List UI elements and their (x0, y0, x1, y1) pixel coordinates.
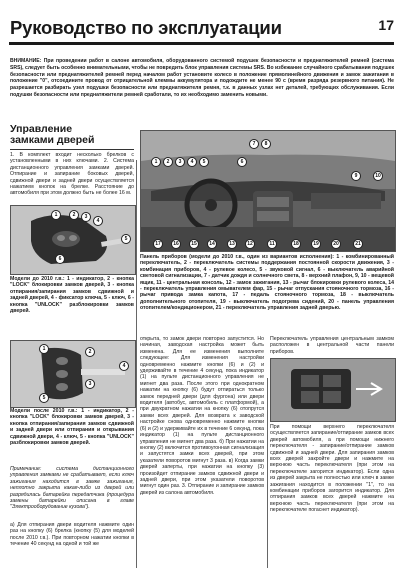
middle-column-text: открыта, то замок двери повторно запустится. Но начиная, заводская настройка может быть изменена. Для ее изменения выполните следующее: Для изменения настройки одновременно нажмите кнопки (6) и (2) и удерживайте в течение 4 секунд, пока индикатор (1) на пульте дистанционного управления не мигнет два раза. После этого при однократном нажатии на кнопку (6) будут отпираться только замок передней двери (для фургона) или двери водителя (автобус, автомобиль с платформой), а при двукратном нажатии на кнопку (6) отопрутся замки всех дверей. Для возврата к заводской настройке снова одновременно нажмите кнопки (6) и (2) и удерживайте их в течение 6 секунд, пока индикатор (1) на пульте дистанционного управления не мигнет два раза. б) При нажатии на кнопку (2) включится противоугонная сигнализация и запустятся замки всех дверей, при этом указатели поворотов мигнут 3 раза. в) Когда замки дверей заперты, при нажатии на кнопку (3) произойдет отпирание замков сдвижной двери и задней двери, при этом указатели поворотов мигнут один раз. 3. Отпирание и запирание замков дверей из салона автомобиля. (140, 336, 265, 496)
fob1-callout-1: 1 (51, 210, 61, 220)
fob1-callout-5: 5 (121, 234, 131, 244)
left-tail-paragraph: а) Для отпирания двери водителя нажмите один раз на кнопку (6) брелка (кнопку (5) для моделей после 2010 г.в.). При повторном нажатии кнопки в течение 40 секунд на одной и той же (10, 522, 134, 548)
dash-callout-17: 17 (153, 239, 163, 249)
dash-callout-13: 13 (227, 239, 237, 249)
dashboard-illustration (141, 131, 395, 251)
dash-callout-2: 2 (163, 157, 173, 167)
dash-callout-4: 4 (187, 157, 197, 167)
dash-callout-15: 15 (189, 239, 199, 249)
warning-text: При проведении работ в салоне автомобиля, оборудованного системой подушек безопасности и преднатяжителей ремней (система SRS), следует быть особенно внимательными, чтобы не повредить блок управления системы SRS. Во избежание случайного срабатывания подушек безопасности или преднатяжителей ремней перед началом работ установите колесо в положение прямолинейного движения и замок зажигания в положение "0", отсоедините провод от отрицательной клеммы аккумулятора и подождите не менее 90 с (время разряда резервного питания). Не разрешается разбирать узел подушки безопасности или преднатяжителя ремня, т.к. в данных узлах нет деталей, требующих обслуживания. Если подушки безопасности или преднатяжители ремней сработали, то их необходимо заменить новыми. (10, 58, 394, 98)
right-intro-paragraph: Переключатель управления центральным замком расположен в центральной части панели приборов. (270, 336, 394, 355)
fob1-callout-4: 4 (93, 216, 103, 226)
fob1-callout-3: 3 (81, 212, 91, 222)
dash-callout-14: 14 (207, 239, 217, 249)
dash-callout-3: 3 (175, 157, 185, 167)
fob-new-caption: Модели после 2010 г.в.: 1 - индикатор, 2 - кнопка "LOCK" блокировки замков дверей, 3 - кнопка отпирания/запирания замков сдвижной и задней двери или отпирания и открывания сдвижной двери, 4 - ключ, 5 - кнопка "UNLOCK" разблокировки замков дверей. (10, 408, 134, 447)
fob1-callout-6: 6 (55, 254, 65, 264)
dash-callout-20: 20 (331, 239, 341, 249)
fob-old-caption: Модели до 2010 г.в.: 1 - индикатор, 2 - кнопка "LOCK" блокировки замков дверей, 3 - кнопка отпирания/запирания замков сдвижной и задней дверей, 4 - фиксатор ключа, 5 - ключ, 6 - кнопка "UNLOCK" разблокировки замков дверей. (10, 276, 134, 315)
section-heading (10, 124, 94, 146)
column-divider (136, 160, 137, 568)
dash-callout-11: 11 (267, 239, 277, 249)
column-divider-2 (267, 378, 268, 568)
fob2-callout-1: 1 (39, 344, 49, 354)
dash-callout-7: 7 (249, 139, 259, 149)
dash-callout-10: 10 (373, 171, 383, 181)
fob2-callout-4: 4 (119, 361, 129, 371)
right-column-text: При помощи верхнего переключателя осуществляется запирание/отпирание замков всех дверей автомобиля, а при помощи нижнего переключателя - запирание/отпирание замков сдвижной и задней двери. Для запирания замков всех дверей закройте двери и нажмите на верхнюю часть переключателя (при этом на переключателе загорится индикатор). Если одна из дверей закрыта не полностью или ключ в замке зажигания находится в положении "1", то на комбинации приборов загорится индикатор. Для отпирания замков всех дверей нажмите на верхнюю часть переключателя (при этом на переключателе погаснет индикатор). (270, 424, 394, 514)
dash-callout-12: 12 (245, 239, 255, 249)
dash-callout-16: 16 (171, 239, 181, 249)
note-paragraph: Примечание: система дистанционного управления замками не срабатывает, если ключ зажигания находится в замке зажигания, неплотно закрыта какая-либо из дверей или разрядилась батарейка передатчика (процедура замены батарейки описана в главе "Электрооборудование кузова"). (10, 466, 134, 511)
page-number: 17 (378, 17, 394, 33)
section-rule (10, 149, 134, 150)
dash-callout-8: 8 (261, 139, 271, 149)
dash-callout-6: 6 (237, 157, 247, 167)
dashboard-photo (140, 130, 396, 252)
dashboard-caption: Панель приборов (модели до 2010 г.в., один из вариантов исполнения): 1 - комбинированный переключатель, 2 - переключатель системы поддержания постоянной скорости движения, 3 - комбинация приборов, 4 - рулевое колесо, 5 - звуковой сигнал, 6 - выключатель аварийной световой сигнализации, 7 - датчик дождя и солнечного света, 8 - верхний плафон, 9, 10 - вещевой ящик, 11 - центральная консоль, 12 - замок зажигания, 13 - рычаг блокировки рулевого колеса, 14 - переключатель управления омывателем фар, 15 - рычаг отпускания стояночного тормоза, 16 - рычаг привода замка капота, 17 - педаль стояночного тормоза, 18 - выключатель дополнительного отопителя, 19 - выключатель подогрева сидений, 20 - панель управления отопителем/кондиционером, 21 - переключатель управления задней дверью. (140, 254, 394, 312)
intro-paragraph: 1. В комплект входит несколько брелков с установленными в них ключами. 2. Система дистанционного управления замками дверей. Отпирание и запирание боковых дверей, сдвижной двери и задней двери осуществляется нажатием кнопок на брелке. Расстояние до автомобиля при этом должно быть не более 16 м. (10, 152, 134, 197)
dash-callout-18: 18 (291, 239, 301, 249)
section-heading-line-1: Управление (10, 123, 73, 135)
dash-callout-9: 9 (351, 171, 361, 181)
fob2-callout-2: 2 (85, 347, 95, 357)
fob2-callout-5: 5 (39, 393, 49, 403)
dash-callout-1: 1 (151, 157, 161, 167)
warning-paragraph (10, 58, 394, 99)
switch-illustration (271, 359, 395, 421)
dash-callout-21: 21 (353, 239, 363, 249)
section-heading-line-2: замками дверей (10, 134, 95, 146)
fob2-callout-3: 3 (85, 379, 95, 389)
key-fob-photo-new (10, 340, 136, 408)
key-fob-photo-old (10, 205, 136, 275)
key-fob-new-illustration (11, 341, 135, 407)
page-title: Руководство по эксплуатации (10, 17, 282, 38)
fob1-callout-2: 2 (69, 210, 79, 220)
dash-callout-5: 5 (199, 157, 209, 167)
switch-photo (270, 358, 396, 422)
header-rule (9, 42, 394, 45)
dash-callout-19: 19 (311, 239, 321, 249)
warning-lead: ВНИМАНИЕ: (10, 58, 42, 64)
